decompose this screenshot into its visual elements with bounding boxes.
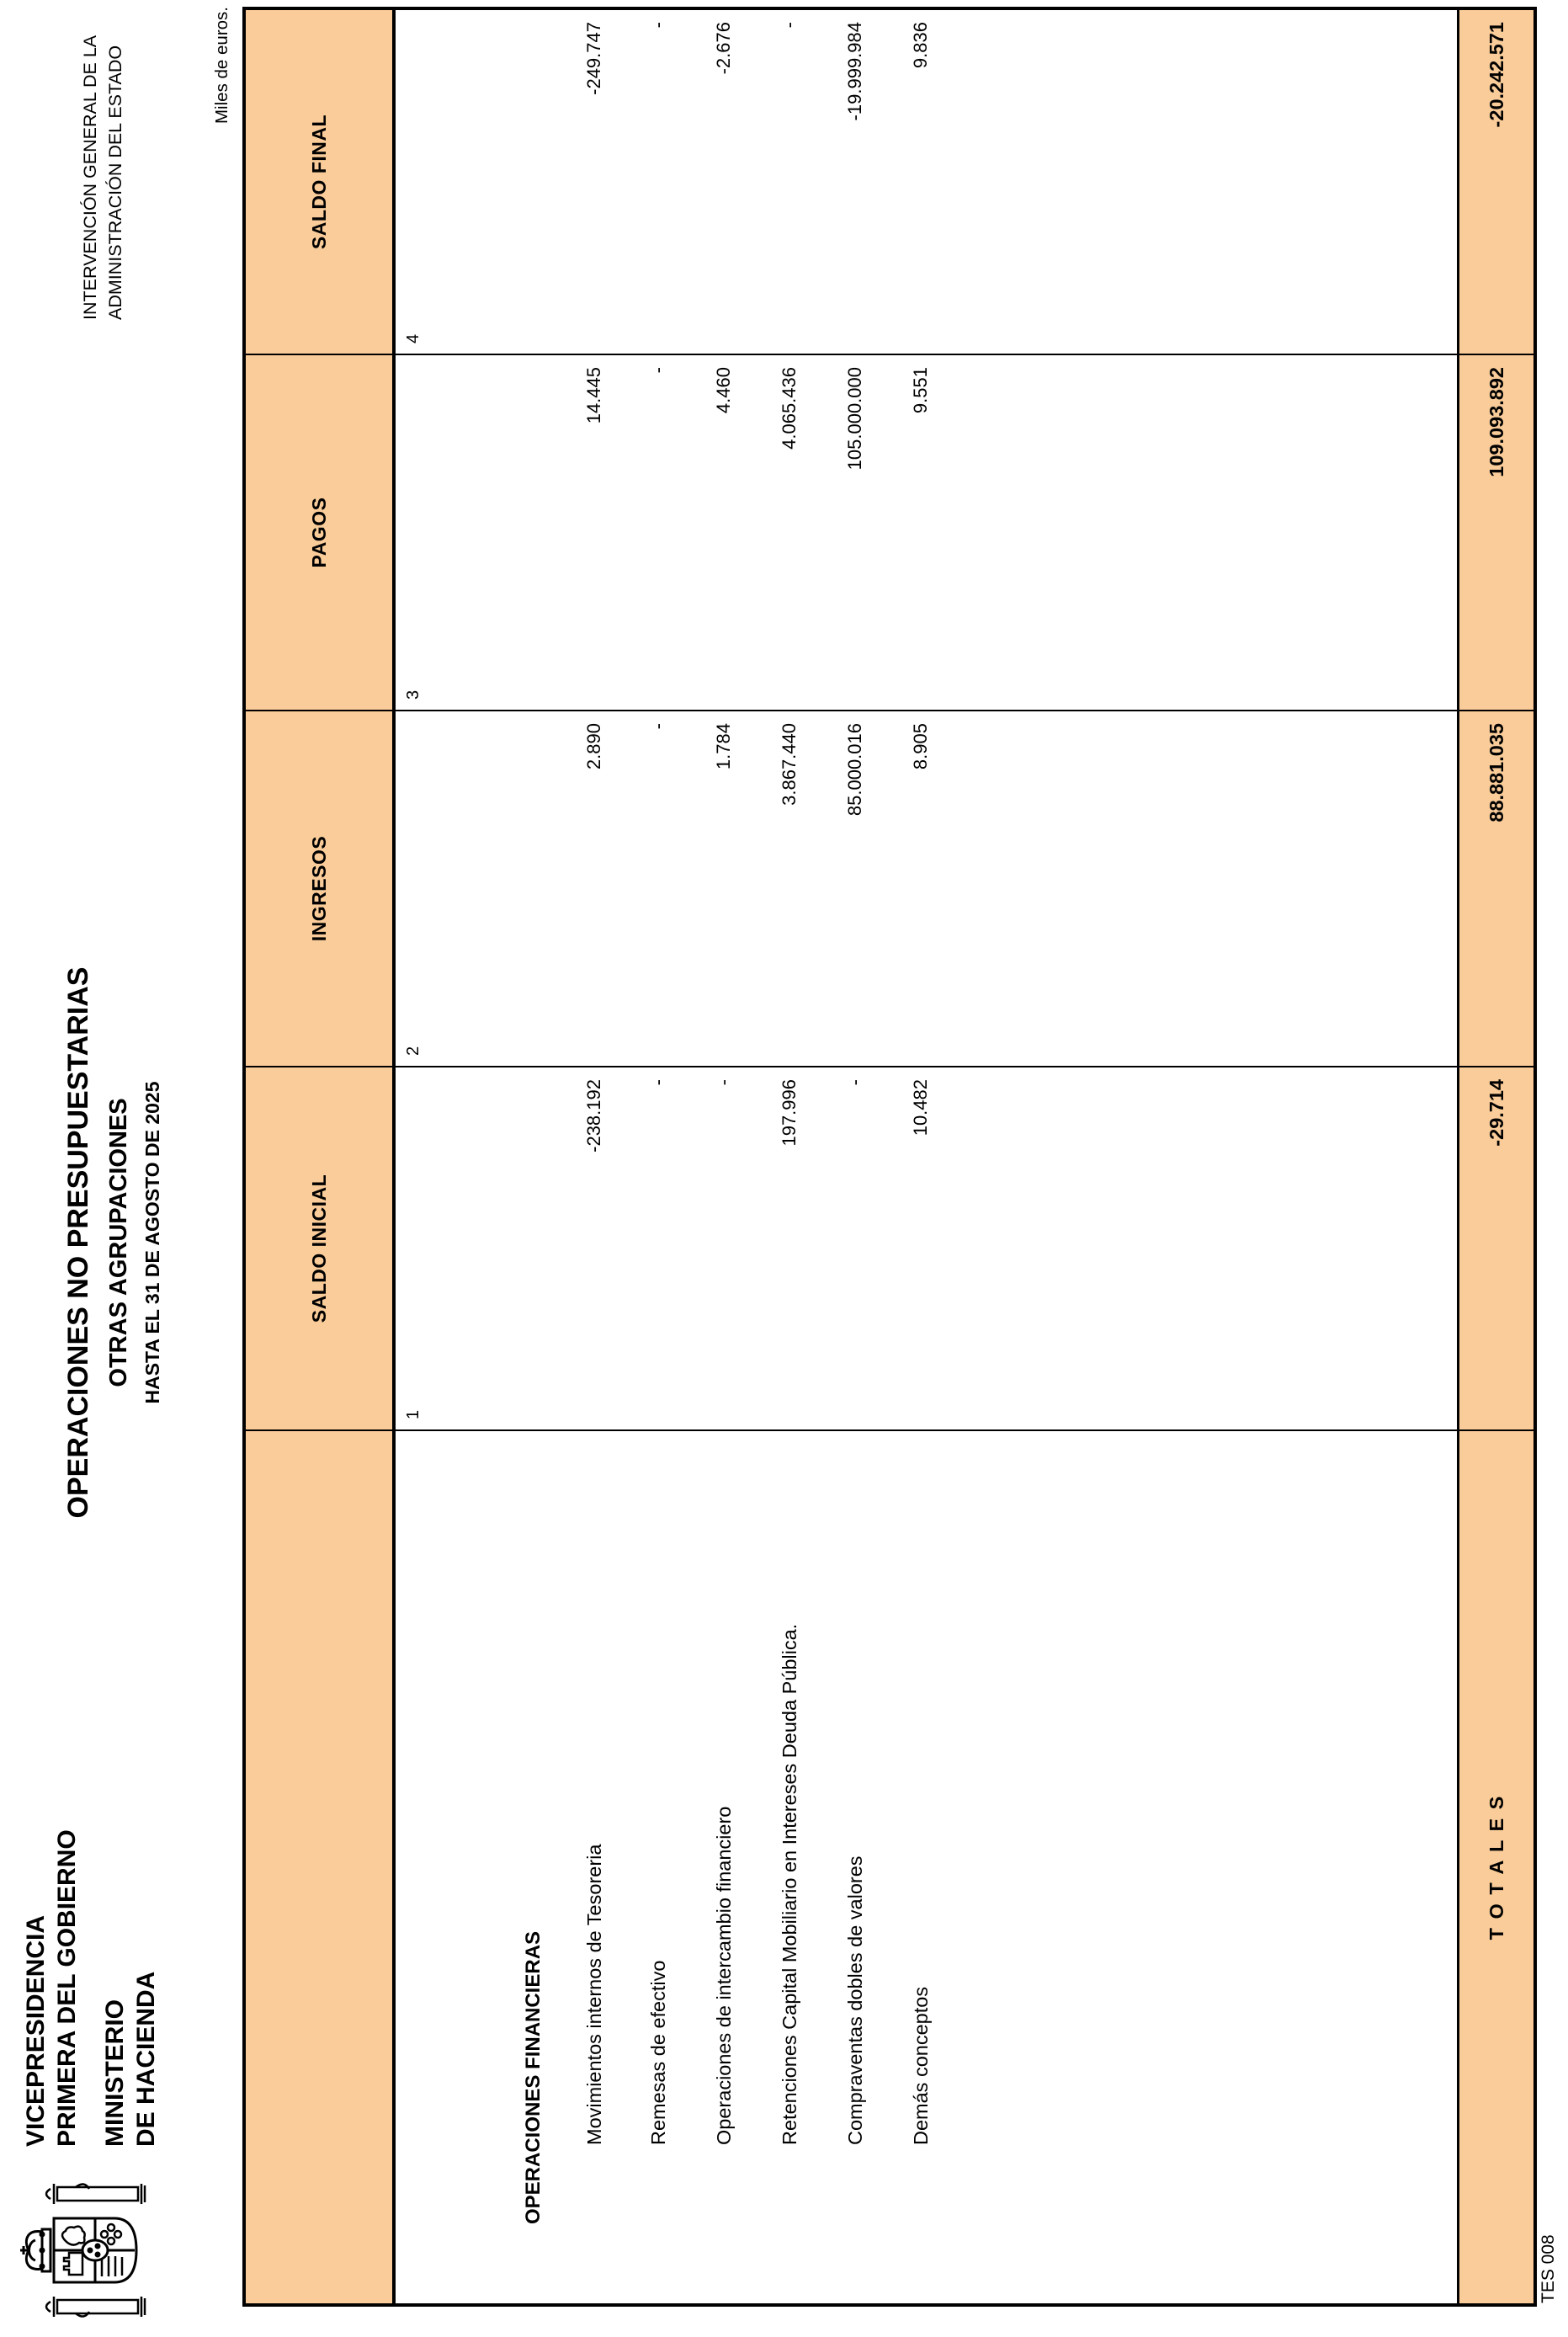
cell-value: 10.482 bbox=[910, 1079, 931, 1137]
agency-line-2: ADMINISTRACIÓN DEL ESTADO bbox=[105, 45, 125, 320]
totals-label-cell: T O T A L E S bbox=[1457, 1431, 1533, 2303]
ministry-line-4: DE HACIENDA bbox=[132, 1971, 160, 2147]
cell-value: - bbox=[844, 1079, 865, 1086]
totals-pagos: 109.093.892 bbox=[1457, 355, 1533, 711]
cell-value: 9.551 bbox=[910, 367, 931, 414]
column-number: 4 bbox=[404, 333, 423, 343]
coat-of-arms-spain-icon bbox=[17, 2179, 173, 2322]
cell-value: 197.996 bbox=[779, 1079, 800, 1147]
header-cell-concepts bbox=[246, 1431, 396, 2303]
header-cell-pagos: PAGOS bbox=[246, 355, 396, 711]
cell-value: 9.836 bbox=[910, 22, 931, 69]
cell-value: 85.000.016 bbox=[844, 723, 865, 817]
cell-value: -19.999.984 bbox=[844, 22, 865, 121]
header-cell-saldo-inicial: SALDO INICIAL bbox=[246, 1067, 396, 1431]
cell-value: - bbox=[647, 1079, 668, 1086]
report-title-line-1: OPERACIONES NO PRESUPUESTARIAS bbox=[62, 966, 94, 1519]
cell-value: 3.867.440 bbox=[779, 723, 800, 806]
report-title bbox=[62, 737, 164, 1748]
agency-line-1: INTERVENCIÓN GENERAL DE LA bbox=[80, 35, 100, 320]
group-header: OPERACIONES FINANCIERAS bbox=[522, 1930, 545, 2224]
totals-ingresos: 88.881.035 bbox=[1457, 711, 1533, 1067]
cell-value: 1.784 bbox=[713, 723, 734, 770]
operations-table bbox=[242, 7, 1537, 2307]
totals-saldo-final: -20.242.571 bbox=[1457, 10, 1533, 355]
report-title-line-2: OTRAS AGRUPACIONES bbox=[105, 1098, 132, 1387]
column-number: 3 bbox=[404, 689, 423, 700]
concept-label: Retenciones Capital Mobiliario en Intereses Deuda Pública. bbox=[779, 1623, 800, 2145]
concepts-column bbox=[396, 1431, 1457, 2303]
cell-value: -238.192 bbox=[583, 1079, 604, 1153]
units-note: Miles de euros. bbox=[212, 7, 231, 125]
cell-value: - bbox=[713, 1079, 734, 1086]
column-number: 2 bbox=[404, 1046, 423, 1056]
agency-header bbox=[77, 35, 128, 320]
cell-value: 4.065.436 bbox=[779, 367, 800, 450]
pagos-column bbox=[396, 355, 1457, 711]
cell-value: 14.445 bbox=[583, 367, 604, 424]
cell-value: -2.676 bbox=[713, 22, 734, 75]
cell-value: 105.000.000 bbox=[844, 367, 865, 471]
cell-value: - bbox=[647, 367, 668, 374]
concept-label: Compraventas dobles de valores bbox=[844, 1855, 866, 2145]
form-code: TES 008 bbox=[1539, 2234, 1558, 2303]
concept-label: Remesas de efectivo bbox=[647, 1960, 669, 2145]
concept-label: Operaciones de intercambio financiero bbox=[713, 1806, 735, 2145]
cell-value: - bbox=[647, 723, 668, 730]
cell-value: - bbox=[647, 22, 668, 29]
cell-value: 4.460 bbox=[713, 367, 734, 414]
concept-label: Movimientos internos de Tesoreria bbox=[583, 1844, 605, 2145]
totals-saldo-inicial: -29.714 bbox=[1457, 1067, 1533, 1431]
cell-value: -249.747 bbox=[583, 22, 604, 95]
saldo-inicial-column bbox=[396, 1067, 1457, 1431]
cell-value: 8.905 bbox=[910, 723, 931, 770]
saldo-final-column bbox=[396, 10, 1457, 355]
ministry-header bbox=[20, 1829, 162, 2147]
cell-value: - bbox=[779, 22, 800, 29]
concept-label: Demás conceptos bbox=[910, 1986, 932, 2145]
header-cell-saldo-final: SALDO FINAL bbox=[246, 10, 396, 355]
report-title-line-3: HASTA EL 31 DE AGOSTO DE 2025 bbox=[141, 1081, 163, 1404]
ministry-line-1: VICEPRESIDENCIA bbox=[22, 1914, 50, 2147]
header-cell-ingresos: INGRESOS bbox=[246, 711, 396, 1067]
ingresos-column bbox=[396, 711, 1457, 1067]
cell-value: 2.890 bbox=[583, 723, 604, 770]
ministry-gap bbox=[82, 1829, 99, 2147]
ministry-line-2: PRIMERA DEL GOBIERNO bbox=[53, 1829, 81, 2147]
column-number: 1 bbox=[404, 1409, 423, 1419]
ministry-line-3: MINISTERIO bbox=[101, 1999, 129, 2147]
